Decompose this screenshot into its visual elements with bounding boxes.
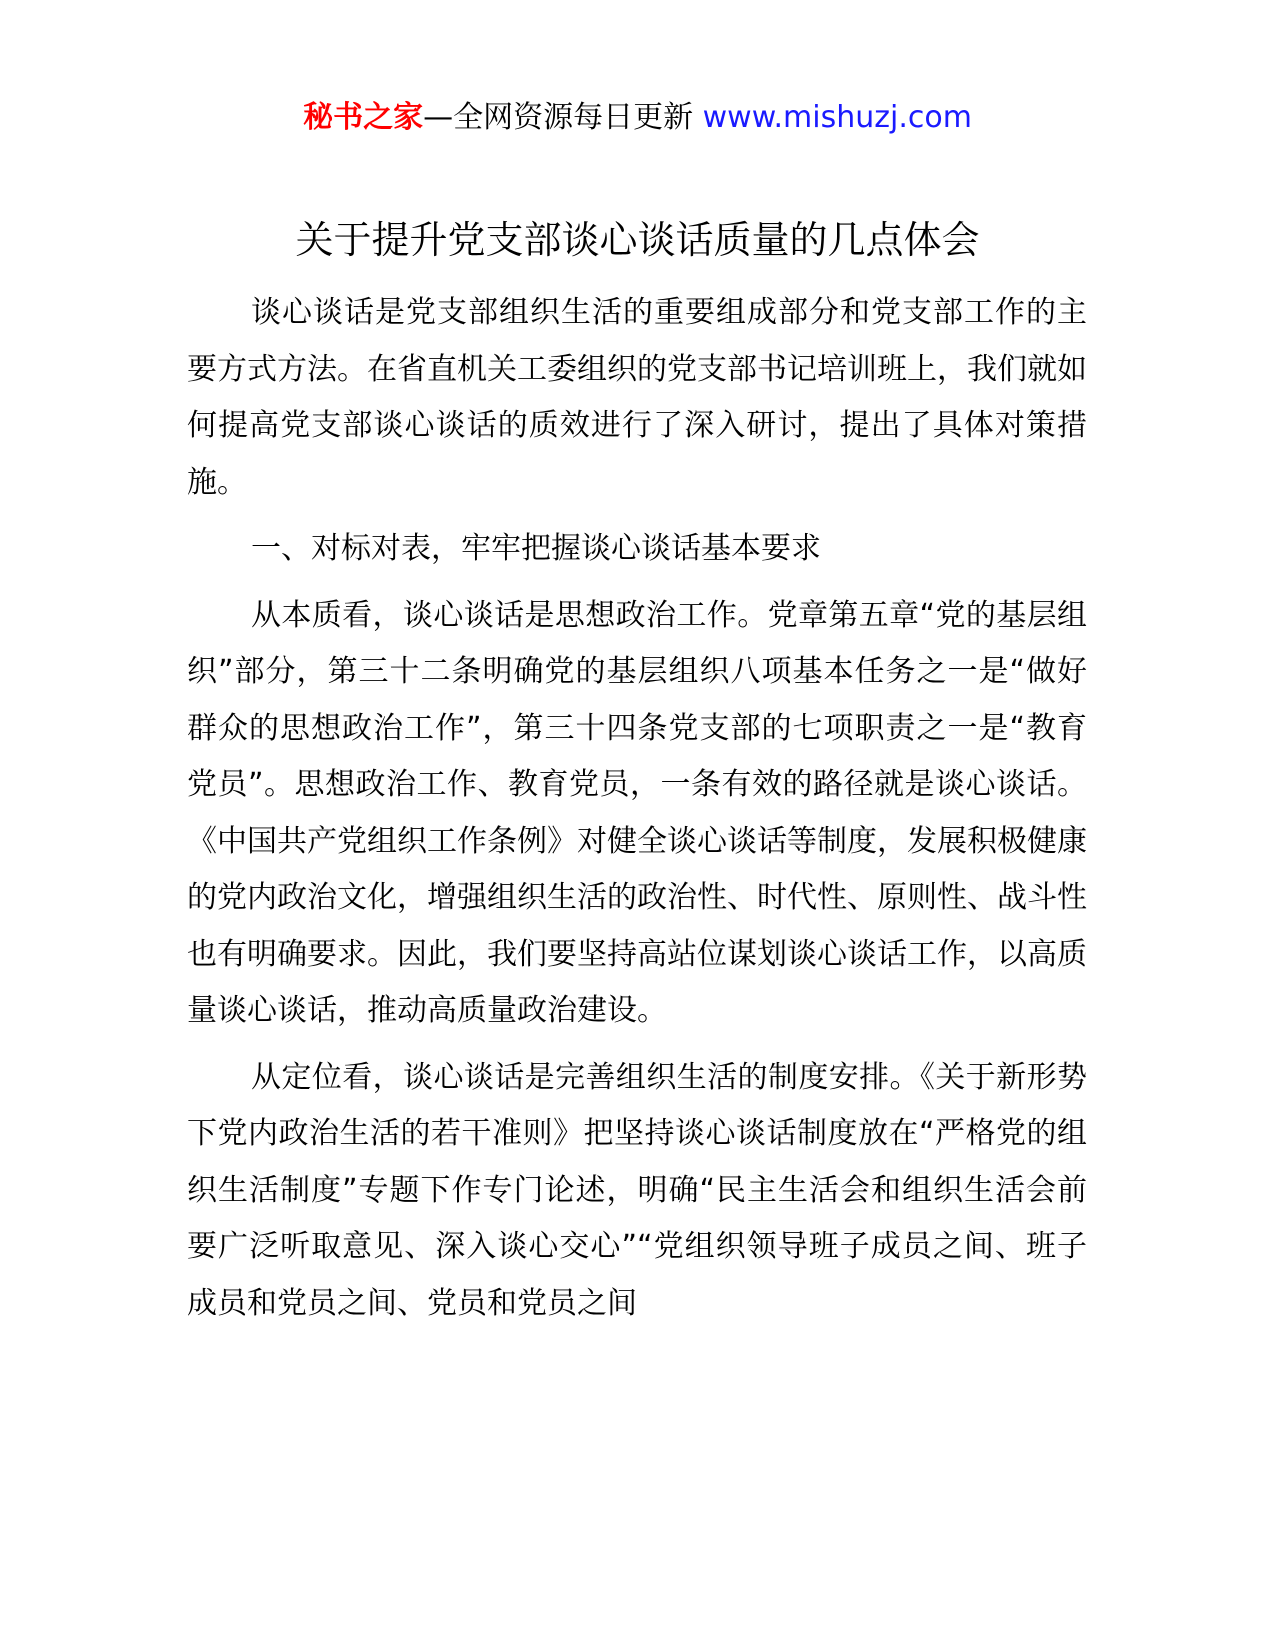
brand-name: 秘书之家 (303, 100, 424, 135)
section-heading-1: 一、对标对表，牢牢把握谈心谈话基本要求 (251, 531, 821, 566)
site-url-link[interactable]: www.mishuzj.com (702, 100, 972, 135)
document-title: 关于提升党支部谈心谈话质量的几点体会 (295, 218, 980, 262)
site-header-banner (0, 96, 1275, 140)
paragraph-positioning: 从定位看，谈心谈话是完善组织生活的制度安排。《关于新形势下党内政治生活的若干准则》把坚持谈心谈话制度放在“严格党的组织生活制度”专题下作专门论述，明确“民主生活会和组织生活会前要广泛听取意见、深入谈心交心”“党组织领导班子成员之间、班子成员和党员之间、党员和党员之间 (187, 1059, 1087, 1321)
header-tagline: —全网资源每日更新 (423, 100, 694, 135)
document-body (187, 285, 1087, 1332)
paragraph-essence: 从本质看，谈心谈话是思想政治工作。党章第五章“党的基层组织”部分，第三十二条明确党的基层组织八项基本任务之一是“做好群众的思想政治工作”，第三十四条党支部的七项职责之一是“教育党员”。思想政治工作、教育党员，一条有效的路径就是谈心谈话。《中国共产党组织工作条例》对健全谈心谈话等制度，发展积极健康的党内政治文化，增强组织生活的政治性、时代性、原则性、战斗性也有明确要求。因此，我们要坚持高站位谋划谈心谈话工作，以高质量谈心谈话，推动高质量政治建设。 (187, 597, 1087, 1028)
paragraph-intro: 谈心谈话是党支部组织生活的重要组成部分和党支部工作的主要方式方法。在省直机关工委组织的党支部书记培训班上，我们就如何提高党支部谈心谈话的质效进行了深入研讨，提出了具体对策措施。 (187, 295, 1087, 500)
